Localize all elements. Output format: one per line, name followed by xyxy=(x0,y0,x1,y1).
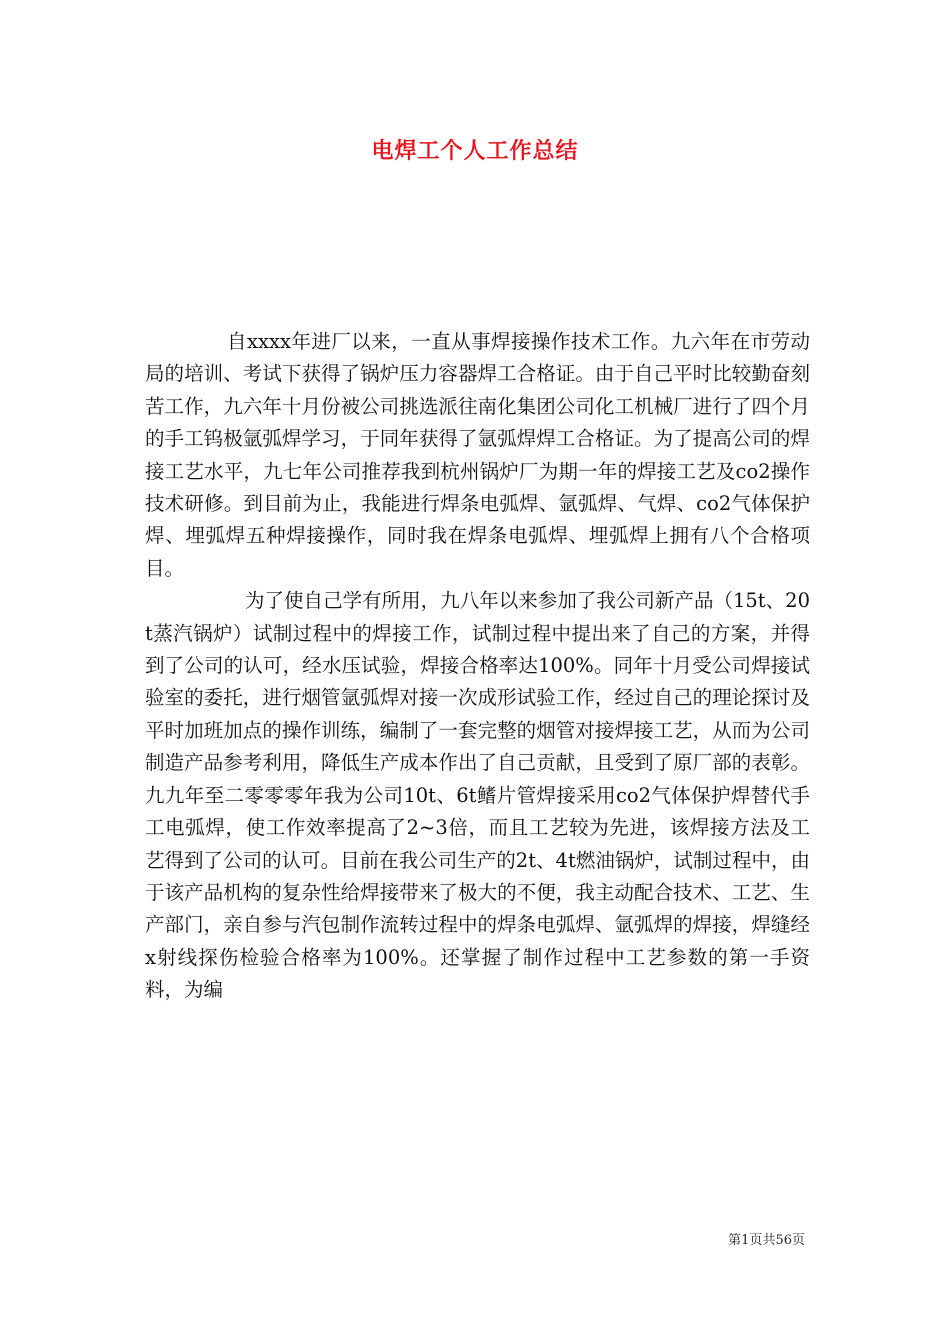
document-body xyxy=(145,326,810,1007)
document-title: 电焊工个人工作总结 xyxy=(371,139,579,164)
paragraph: 为了使自己学有所用，九八年以来参加了我公司新产品（15t、20t蒸汽锅炉）试制过程中的焊接工作，试制过程中提出来了自己的方案，并得到了公司的认可，经水压试验，焊接合格率达100%。同年十月受公司焊接试验室的委托，进行烟管氩弧焊对接一次成形试验工作，经过自己的理论探讨及平时加班加点的操作训练，编制了一套完整的烟管对接焊接工艺，从而为公司制造产品参考利用，降低生产成本作出了自己贡献，且受到了原厂部的表彰。九九年至二零零零年我为公司10t、6t鳍片管焊接采用co2气体保护焊替代手工电弧焊，使工作效率提高了2~3倍，而且工艺较为先进，该焊接方法及工艺得到了公司的认可。目前在我公司生产的2t、4t燃油锅炉，试制过程中，由于该产品机构的复杂性给焊接带来了极大的不便，我主动配合技术、工艺、生产部门，亲自参与汽包制作流转过程中的焊条电弧焊、氩弧焊的焊接，焊缝经x射线探伤检验合格率为100%。还掌握了制作过程中工艺参数的第一手资料，为编 xyxy=(145,589,810,1002)
paragraph: 自xxxx年进厂以来，一直从事焊接操作技术工作。九六年在市劳动局的培训、考试下获得了锅炉压力容器焊工合格证。由于自己平时比较勤奋刻苦工作，九六年十月份被公司挑选派往南化集团公司化工机械厂进行了四个月的手工钨极氩弧焊学习，于同年获得了氩弧焊焊工合格证。为了提高公司的焊接工艺水平，九七年公司推荐我到杭州锅炉厂为期一年的焊接工艺及co2操作技术研修。到目前为止，我能进行焊条电弧焊、氩弧焊、气焊、co2气体保护焊、埋弧焊五种焊接操作，同时我在焊条电弧焊、埋弧焊上拥有八个合格项目。 xyxy=(145,330,810,580)
page-number-footer: 第1页共56页 xyxy=(728,1233,805,1248)
